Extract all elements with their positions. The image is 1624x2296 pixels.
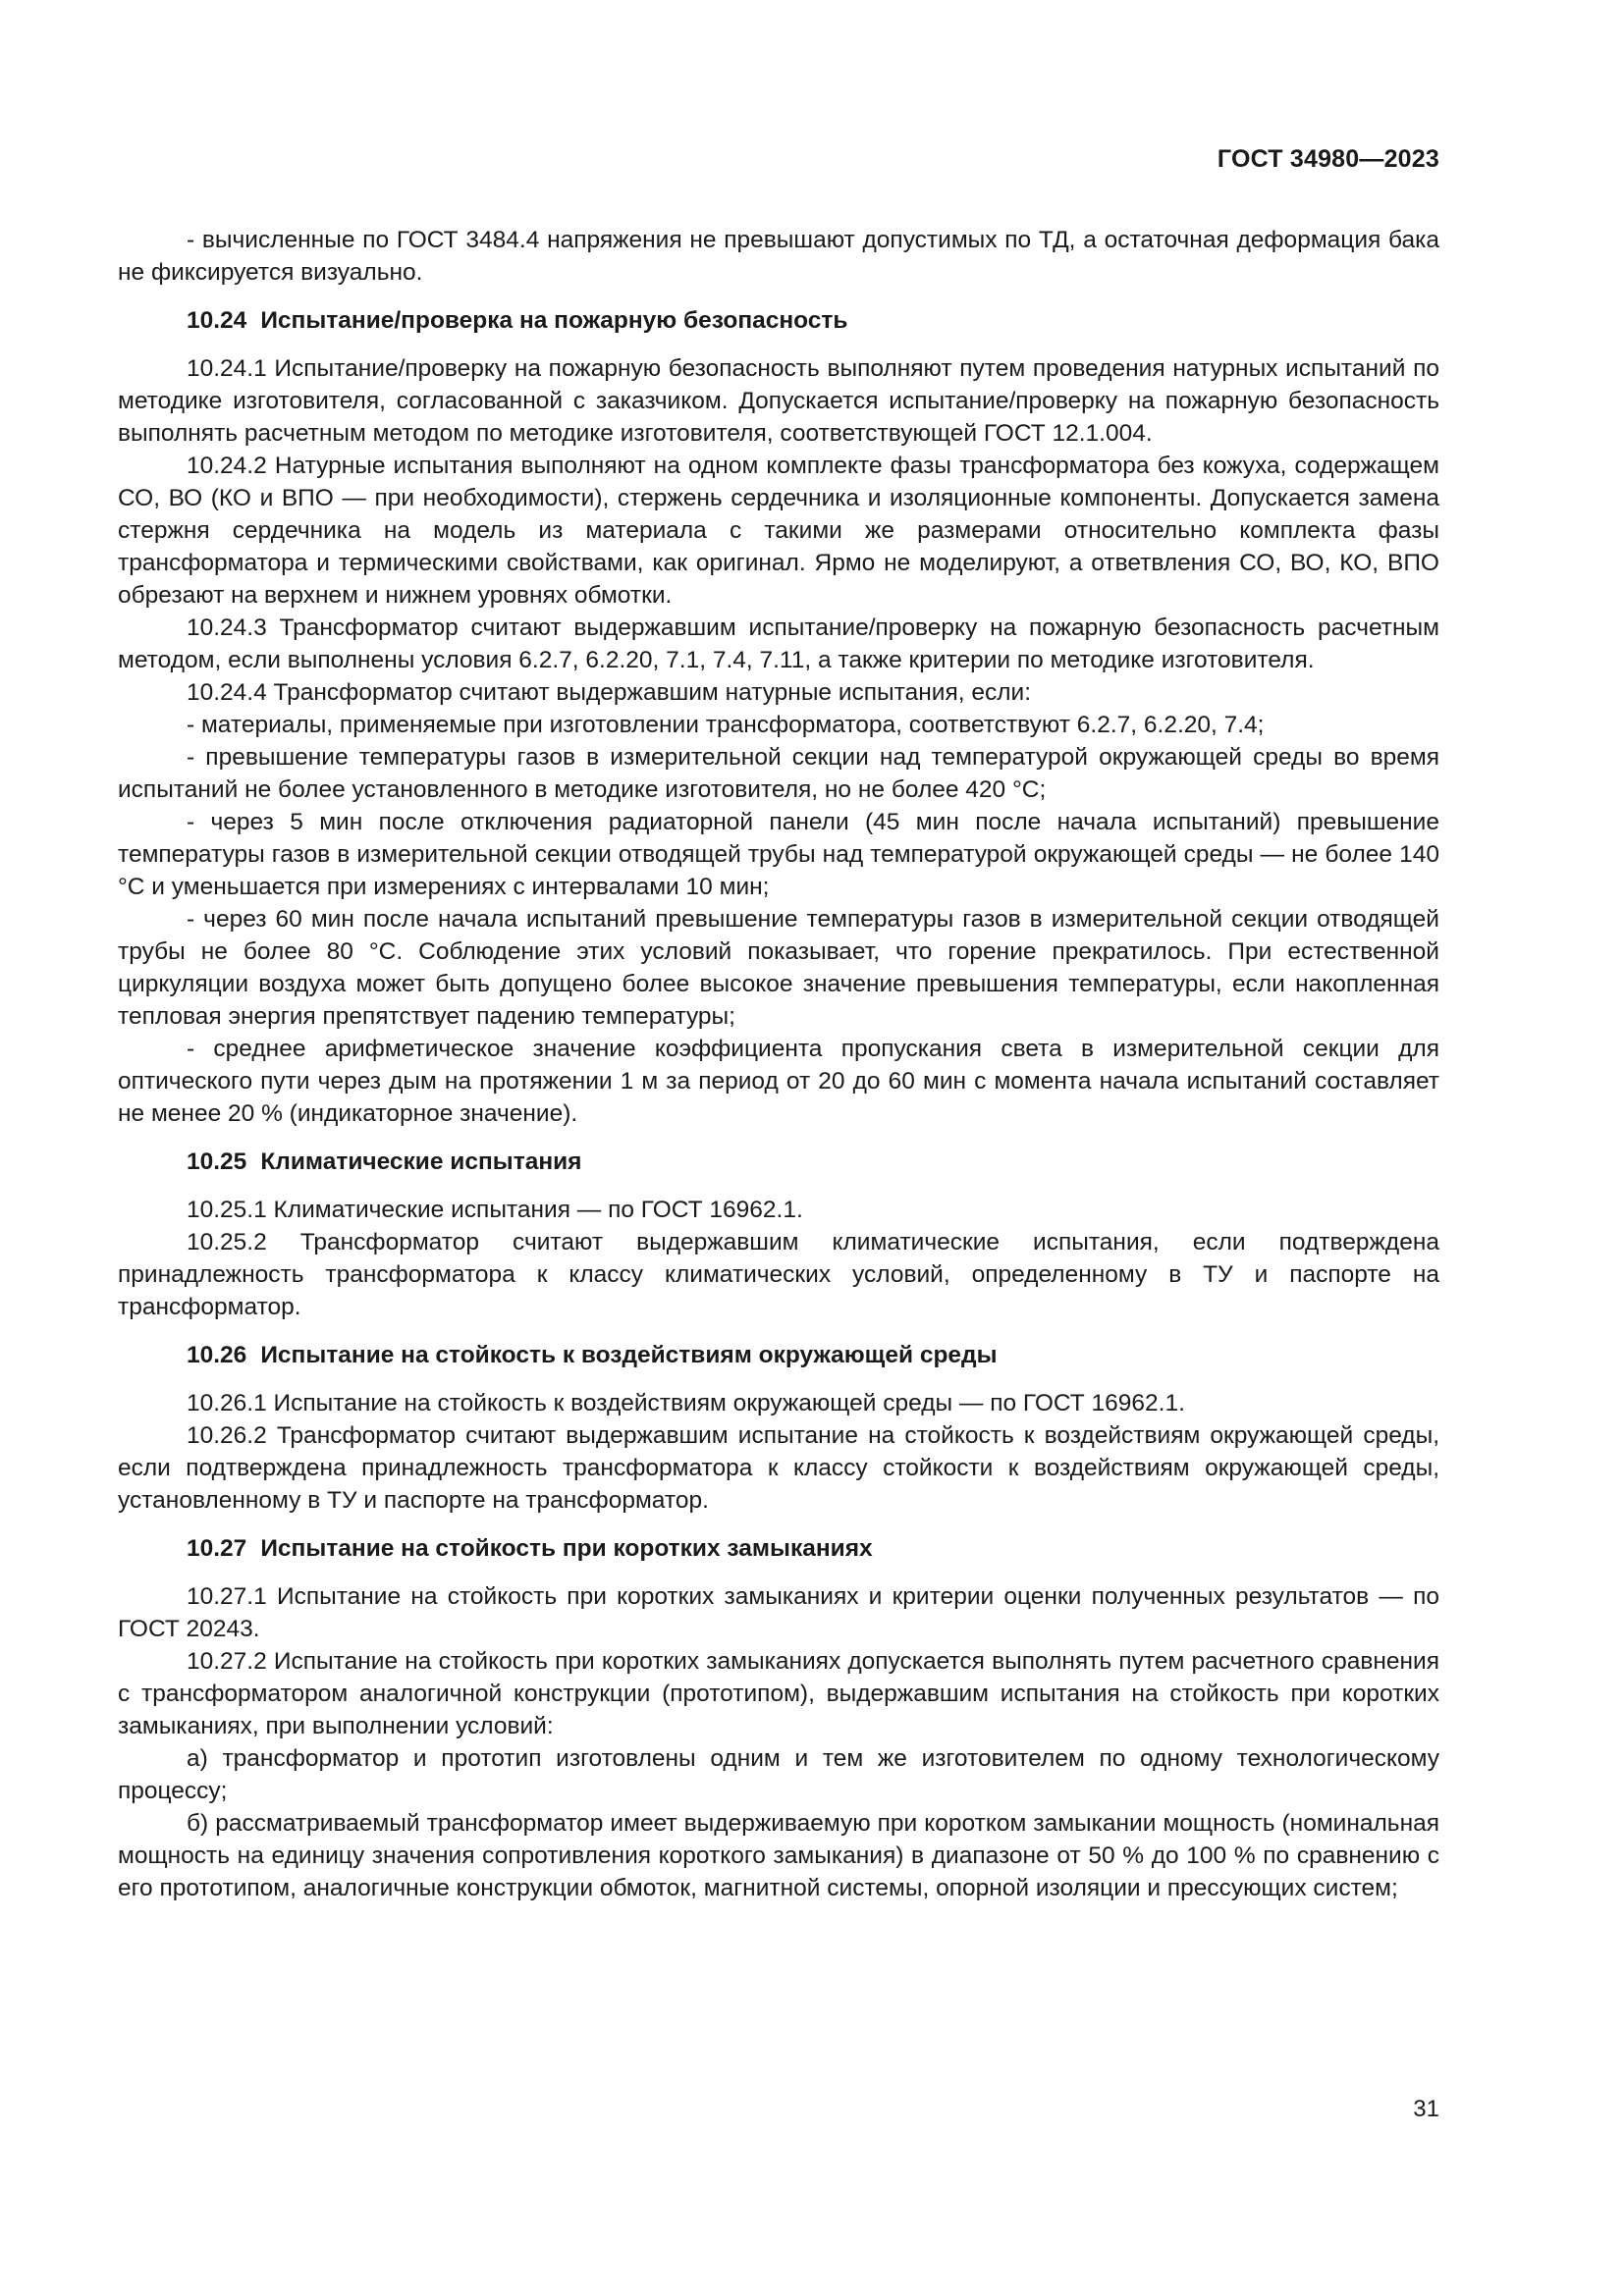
document-body xyxy=(118,224,1439,1904)
paragraph: 10.26.1 Испытание на стойкость к воздействиям окружающей среды — по ГОСТ 16962.1. xyxy=(187,1390,1185,1416)
section-number: 10.24 xyxy=(187,307,247,334)
section-heading xyxy=(118,304,1439,337)
paragraph: - через 5 мин после отключения радиаторной панели (45 мин после начала испытаний) превышение температуры газов в измерительной секции отводящей трубы над температурой окружающей среды — не более 140 °С и уменьшается при измерениях с интервалами 10 мин; xyxy=(118,809,1439,900)
section-title: Испытание на стойкость при коротких замыканиях xyxy=(260,1535,873,1562)
paragraph: 10.27.2 Испытание на стойкость при коротких замыканиях допускается выполнять путем расчетного сравнения с трансформатором аналогичной конструкции (прототипом), выдержавшим испытания на стойкость при коротких замыканиях, при выполнении условий: xyxy=(118,1648,1439,1739)
section-title: Климатические испытания xyxy=(260,1148,582,1175)
paragraph: 10.25.1 Климатические испытания — по ГОСТ 16962.1. xyxy=(187,1197,803,1223)
paragraph: - превышение температуры газов в измерительной секции над температурой окружающей среды во время испытаний не более установленного в методике изготовителя, но не более 420 °С; xyxy=(118,744,1439,803)
paragraph: 10.24.2 Натурные испытания выполняют на одном комплекте фазы трансформатора без кожуха, содержащем СО, ВО (КО и ВПО — при необходимости), стержень сердечника и изоляционные компоненты. Допускается замена стержня сердечника на модель из материала с такими же размерами относительно комплекта фазы трансформатора и термическими свойствами, как оригинал. Ярмо не моделируют, а ответвления СО, ВО, КО, ВПО обрезают на верхнем и нижнем уровнях обмотки. xyxy=(118,453,1439,609)
paragraph: 10.24.3 Трансформатор считают выдержавшим испытание/проверку на пожарную безопасность расчетным методом, если выполнены условия 6.2.7, 6.2.20, 7.1, 7.4, 7.11, а также критерии по методике изготовителя. xyxy=(118,614,1439,673)
paragraph: б) рассматриваемый трансформатор имеет выдерживаемую при коротком замыкании мощность (номинальная мощность на единицу значения сопротивления короткого замыкания) в диапазоне от 50 % до 100 % по сравнению с его прототипом, аналогичные конструкции обмоток, магнитной системы, опорной изоляции и прессующих систем; xyxy=(118,1810,1439,1901)
page-number: 31 xyxy=(1413,2096,1439,2122)
document-code: ГОСТ 34980—2023 xyxy=(1217,145,1439,173)
paragraph: - материалы, применяемые при изготовлении трансформатора, соответствуют 6.2.7, 6.2.20, 7.4; xyxy=(187,712,1265,738)
section-number: 10.25 xyxy=(187,1148,247,1175)
paragraph: 10.25.2 Трансформатор считают выдержавшим климатические испытания, если подтверждена принадлежность трансформатора к классу климатических условий, определенному в ТУ и паспорте на трансформатор. xyxy=(118,1229,1439,1320)
paragraph: - через 60 мин после начала испытаний превышение температуры газов в измерительной секции отводящей трубы не более 80 °С. Соблюдение этих условий показывает, что горение прекратилось. При естественной циркуляции воздуха может быть допущено более высокое значение превышения температуры, если накопленная тепловая энергия препятствует падению температуры; xyxy=(118,906,1439,1030)
section-title: Испытание/проверка на пожарную безопасность xyxy=(260,307,848,334)
section-heading xyxy=(118,1339,1439,1371)
paragraph: - среднее арифметическое значение коэффициента пропускания света в измерительной секции для оптического пути через дым на протяжении 1 м за период от 20 до 60 мин с момента начала испытаний составляет не менее 20 % (индикаторное значение). xyxy=(118,1036,1439,1127)
section-title: Испытание на стойкость к воздействиям окружающей среды xyxy=(260,1342,998,1368)
section-heading xyxy=(118,1532,1439,1565)
paragraph: 10.24.4 Трансформатор считают выдержавшим натурные испытания, если: xyxy=(187,679,1032,706)
paragraph: - вычисленные по ГОСТ 3484.4 напряжения не превышают допустимых по ТД, а остаточная деформация бака не фиксируется визуально. xyxy=(118,227,1439,286)
section-number: 10.27 xyxy=(187,1535,247,1562)
paragraph: 10.27.1 Испытание на стойкость при коротких замыканиях и критерии оценки полученных результатов — по ГОСТ 20243. xyxy=(118,1583,1439,1642)
paragraph: 10.26.2 Трансформатор считают выдержавшим испытание на стойкость к воздействиям окружающей среды, если подтверждена принадлежность трансформатора к классу стойкости к воздействиям окружающей среды, установленному в ТУ и паспорте на трансформатор. xyxy=(118,1422,1439,1514)
paragraph: 10.24.1 Испытание/проверку на пожарную безопасность выполняют путем проведения натурных испытаний по методике изготовителя, согласованной с заказчиком. Допускается испытание/проверку на пожарную безопасность выполнять расчетным методом по методике изготовителя, соответствующей ГОСТ 12.1.004. xyxy=(118,355,1439,447)
paragraph: а) трансформатор и прототип изготовлены одним и тем же изготовителем по одному технологическому процессу; xyxy=(118,1745,1439,1804)
section-number: 10.26 xyxy=(187,1342,247,1368)
section-heading xyxy=(118,1146,1439,1178)
